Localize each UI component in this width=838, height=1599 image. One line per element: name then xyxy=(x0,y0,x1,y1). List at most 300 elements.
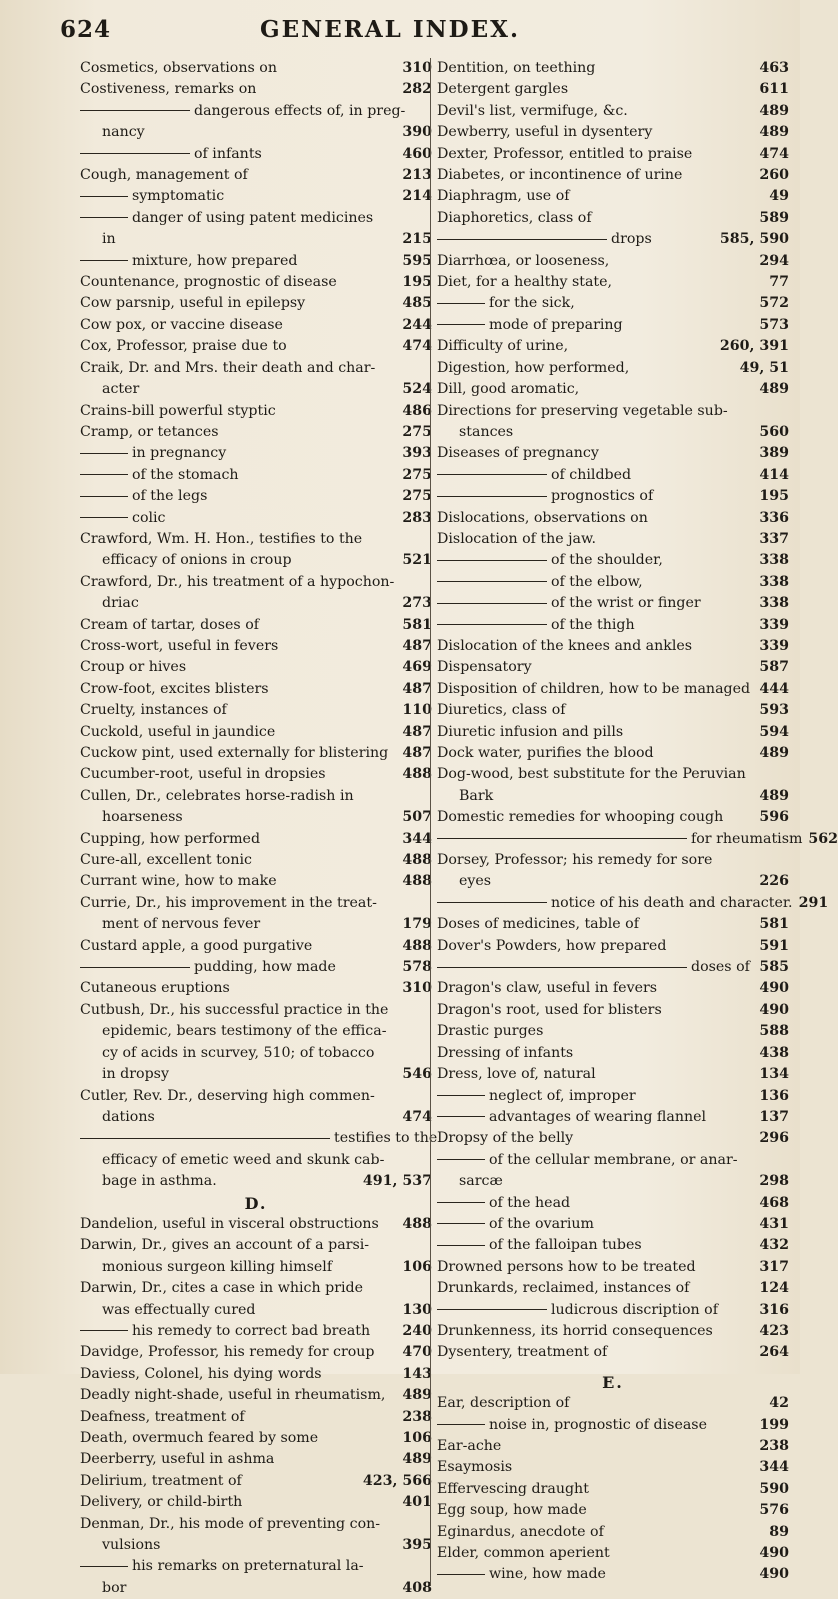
entry-text: Diseases of pregnancy xyxy=(437,445,599,462)
ditto-dash xyxy=(437,1095,485,1096)
entry-text: Darwin, Dr., gives an account of a parsi- xyxy=(80,1237,370,1254)
page-ref: 463 xyxy=(759,60,789,76)
entry-text: epidemic, bears testimony of the effica- xyxy=(102,1023,387,1040)
entry-text: Cucumber-root, useful in dropsies xyxy=(80,766,326,783)
entry-text: Dislocation of the jaw. xyxy=(437,530,596,547)
index-subentry xyxy=(437,593,789,614)
ditto-dash xyxy=(437,603,547,604)
page-ref: 585 xyxy=(759,959,789,976)
index-entry xyxy=(437,529,789,550)
entry-text: Digestion, how performed, xyxy=(437,359,630,376)
index-subentry xyxy=(437,1193,789,1214)
index-entry-continuation xyxy=(80,1171,432,1192)
index-entry-continuation xyxy=(80,1578,432,1599)
entry-text: Ear, description of xyxy=(437,1395,570,1412)
entry-text: Eginardus, anecdote of xyxy=(437,1523,604,1540)
page-ref: 310 xyxy=(402,980,432,997)
index-entry xyxy=(80,315,432,336)
page-ref: 560 xyxy=(759,423,789,440)
page-ref: 487 xyxy=(402,637,432,654)
page-ref: 298 xyxy=(759,1173,789,1190)
entry-text: Cross-wort, useful in fevers xyxy=(80,637,279,654)
index-entry-continuation xyxy=(437,786,789,807)
index-entry xyxy=(437,58,789,79)
index-entry xyxy=(437,1342,789,1363)
page-ref: 294 xyxy=(759,252,789,269)
entry-text: in pregnancy xyxy=(132,445,227,462)
page-ref: 240 xyxy=(402,1322,432,1339)
entry-text: Dysentery, treatment of xyxy=(437,1344,608,1361)
page-ref: 238 xyxy=(402,1408,432,1425)
page-ref: 489 xyxy=(759,102,789,119)
page-ref: 460 xyxy=(402,145,432,162)
index-entry xyxy=(437,79,789,100)
entry-text: Difficulty of urine, xyxy=(437,338,569,355)
page-ref: 489 xyxy=(402,1387,432,1404)
page-ref: 585, 590 xyxy=(719,231,789,248)
entry-text: Dorsey, Professor; his remedy for sore xyxy=(437,852,713,869)
page-ref: 338 xyxy=(759,573,789,590)
ditto-dash xyxy=(80,496,128,497)
index-entry xyxy=(80,700,432,721)
entry-text: dangerous effects of, in preg- xyxy=(194,102,406,119)
entry-text: for rheumatism xyxy=(691,830,803,847)
entry-text: Diet, for a healthy state, xyxy=(437,274,613,291)
index-subentry xyxy=(437,486,789,507)
index-entry xyxy=(437,764,789,785)
index-subentry xyxy=(80,465,432,486)
page-ref: 488 xyxy=(402,766,432,783)
entry-text: Crow-foot, excites blisters xyxy=(80,680,269,697)
index-entry-continuation xyxy=(80,229,432,250)
entry-text: mixture, how prepared xyxy=(132,252,298,269)
page-ref: 470 xyxy=(402,1344,432,1361)
page-ref: 611 xyxy=(759,81,789,98)
ditto-dash xyxy=(437,1424,485,1425)
entry-text: Costiveness, remarks on xyxy=(80,81,257,98)
ditto-dash xyxy=(437,303,485,304)
section-spacer xyxy=(437,1364,789,1372)
page-ref: 338 xyxy=(759,595,789,612)
page-ref: 486 xyxy=(402,402,432,419)
index-subentry xyxy=(80,144,432,165)
page-ref: 487 xyxy=(402,745,432,761)
ditto-dash xyxy=(437,560,547,561)
entry-text: Death, overmuch feared by some xyxy=(80,1430,319,1446)
index-entry xyxy=(437,1321,789,1342)
entry-text: Diaphoretics, class of xyxy=(437,209,592,226)
entry-text: Davidge, Professor, his remedy for croup xyxy=(80,1344,375,1361)
index-entry xyxy=(80,336,432,357)
page-ref: 474 xyxy=(759,145,789,162)
page-ref: 260, 391 xyxy=(719,338,789,355)
entry-text: bage in asthma. xyxy=(102,1173,217,1190)
entry-text: Dislocations, observations on xyxy=(437,509,648,526)
page-ref: 489 xyxy=(759,745,789,761)
page-ref: 291 xyxy=(798,894,829,911)
page-ref: 488 xyxy=(402,937,432,954)
index-entry xyxy=(80,1514,432,1535)
page-ref: 573 xyxy=(759,316,789,333)
page-ref: 581 xyxy=(402,616,432,633)
entry-text: Dragon's root, used for blisters xyxy=(437,1001,662,1018)
index-entry xyxy=(80,679,432,700)
entry-text: Cupping, how performed xyxy=(80,830,261,847)
ditto-dash xyxy=(80,474,128,475)
entry-text: Cosmetics, observations on xyxy=(80,60,277,76)
index-subentry xyxy=(80,957,432,978)
entry-text: of the shoulder, xyxy=(551,552,663,569)
entry-text: efficacy of onions in croup xyxy=(102,552,292,569)
index-entry xyxy=(80,893,432,914)
page-ref: 488 xyxy=(402,873,432,890)
index-subentry xyxy=(80,443,432,464)
page-ref: 199 xyxy=(759,1416,789,1433)
index-entry xyxy=(80,722,432,743)
ditto-dash xyxy=(437,581,547,582)
entry-text: hoarseness xyxy=(102,809,183,826)
page-ref: 587 xyxy=(759,659,789,676)
entry-text: mode of preparing xyxy=(489,316,623,333)
page-ref: 310 xyxy=(402,60,432,76)
entry-text: ludicrous discription of xyxy=(551,1301,718,1318)
index-subentry xyxy=(437,229,789,250)
entry-text: testifies to the xyxy=(334,1130,438,1147)
ditto-dash xyxy=(80,217,128,218)
entry-text: Cure-all, excellent tonic xyxy=(80,852,252,869)
ditto-dash xyxy=(437,324,485,325)
entry-text: Dress, love of, natural xyxy=(437,1066,596,1083)
entry-text: of the cellular membrane, or anar- xyxy=(489,1151,738,1168)
index-entry xyxy=(80,58,432,79)
index-entry xyxy=(437,272,789,293)
page-ref: 214 xyxy=(402,188,432,205)
page-ref: 490 xyxy=(759,1001,789,1018)
index-entry xyxy=(437,700,789,721)
index-entry-continuation xyxy=(80,1021,432,1042)
page-ref: 136 xyxy=(759,1087,789,1104)
entry-text: of the stomach xyxy=(132,466,239,483)
page-ref: 468 xyxy=(759,1194,789,1211)
index-subentry xyxy=(437,572,789,593)
page-ref: 595 xyxy=(402,252,432,269)
entry-text: wine, how made xyxy=(489,1566,606,1583)
ditto-dash xyxy=(437,474,547,475)
entry-text: eyes xyxy=(459,873,492,890)
index-subentry xyxy=(437,1235,789,1256)
page-ref: 490 xyxy=(759,1566,789,1583)
entry-text: Cuckow pint, used externally for blistering xyxy=(80,745,389,761)
page-ref: 106 xyxy=(402,1258,432,1275)
index-entry xyxy=(437,1522,789,1543)
index-subentry xyxy=(80,186,432,207)
ditto-dash xyxy=(437,239,607,240)
entry-text: Cox, Professor, praise due to xyxy=(80,338,287,355)
page-ref: 393 xyxy=(402,445,432,462)
page-ref: 316 xyxy=(759,1301,789,1318)
entry-text: of the falloipan tubes xyxy=(489,1237,642,1254)
entry-text: symptomatic xyxy=(132,188,225,205)
entry-text: Drowned persons how to be treated xyxy=(437,1258,696,1275)
page-ref: 195 xyxy=(402,274,432,291)
index-entry xyxy=(80,850,432,871)
entry-text: Drunkenness, its horrid consequences xyxy=(437,1322,713,1339)
entry-text: of the elbow, xyxy=(551,573,643,590)
entry-text: Dispensatory xyxy=(437,659,532,676)
entry-text: Currant wine, how to make xyxy=(80,873,277,890)
index-entry xyxy=(80,1407,432,1428)
page-ref: 264 xyxy=(759,1344,789,1361)
index-entry-continuation xyxy=(80,1535,432,1556)
index-subentry xyxy=(437,1415,789,1436)
section-letter-heading xyxy=(80,1193,432,1214)
ditto-dash xyxy=(437,1202,485,1203)
page-ref: 110 xyxy=(402,702,432,719)
entry-text: Dexter, Professor, entitled to praise xyxy=(437,145,693,162)
index-entry xyxy=(80,786,432,807)
index-entry xyxy=(80,1364,432,1385)
index-entry xyxy=(437,508,789,529)
entry-text: in dropsy xyxy=(102,1066,169,1083)
index-entry xyxy=(437,807,789,828)
section-letter-heading xyxy=(437,1372,789,1393)
entry-text: Delirium, treatment of xyxy=(80,1472,242,1489)
entry-text: in xyxy=(102,231,116,248)
entry-text: Diuretics, class of xyxy=(437,702,566,719)
page-ref: 489 xyxy=(402,1451,432,1468)
index-entry xyxy=(437,1064,789,1085)
entry-text: ment of nervous fever xyxy=(102,916,261,933)
entry-text: of the thigh xyxy=(551,616,635,633)
index-subentry xyxy=(437,1214,789,1235)
entry-text: Custard apple, a good purgative xyxy=(80,937,313,954)
ditto-dash xyxy=(80,453,128,454)
page-ref: 106 xyxy=(402,1430,432,1446)
index-entry-continuation xyxy=(80,550,432,571)
page-ref: 469 xyxy=(402,659,432,676)
index-entry xyxy=(80,293,432,314)
index-entry xyxy=(80,1000,432,1021)
entry-text: Detergent gargles xyxy=(437,81,569,98)
index-entry xyxy=(80,401,432,422)
index-subentry xyxy=(437,1150,789,1171)
index-subentry xyxy=(437,829,838,850)
index-entry xyxy=(437,1436,789,1457)
page-ref: 143 xyxy=(402,1365,432,1382)
index-entry xyxy=(80,1449,432,1470)
index-entry xyxy=(80,422,432,443)
entry-text: Cramp, or tetances xyxy=(80,423,219,440)
index-entry xyxy=(437,165,789,186)
entry-text: Darwin, Dr., cites a case in which pride xyxy=(80,1280,363,1297)
index-entry-continuation xyxy=(80,593,432,614)
index-entry xyxy=(80,978,432,999)
page-ref: 238 xyxy=(759,1438,789,1454)
page-ref: 488 xyxy=(402,1215,432,1232)
index-entry xyxy=(80,764,432,785)
entry-text: for the sick, xyxy=(489,295,575,312)
index-entry xyxy=(437,1021,789,1042)
page-ref: 485 xyxy=(402,295,432,312)
entry-text: prognostics of xyxy=(551,488,654,505)
entry-text: acter xyxy=(102,381,140,398)
page-ref: 215 xyxy=(402,231,432,248)
entry-text: Cuckold, useful in jaundice xyxy=(80,723,276,740)
page-ref: 213 xyxy=(402,167,432,184)
index-entry xyxy=(80,1235,432,1256)
index-entry-continuation xyxy=(80,807,432,828)
index-subentry xyxy=(80,208,432,229)
entry-text: Domestic remedies for whooping cough xyxy=(437,809,724,826)
ditto-dash xyxy=(437,902,547,903)
ditto-dash xyxy=(437,1159,485,1160)
page-ref: 395 xyxy=(402,1537,432,1554)
entry-text: Cutbush, Dr., his successful practice in the xyxy=(80,1001,389,1018)
index-entry xyxy=(437,1500,789,1521)
index-entry xyxy=(80,1214,432,1235)
index-subentry xyxy=(80,1556,432,1577)
entry-text: Deafness, treatment of xyxy=(80,1408,245,1425)
index-entry xyxy=(80,1385,432,1406)
index-subentry xyxy=(437,893,829,914)
index-entry-continuation xyxy=(80,1300,432,1321)
page-ref: 390 xyxy=(402,124,432,141)
page-ref: 572 xyxy=(759,295,789,312)
page-ref: 488 xyxy=(402,852,432,869)
entry-text: Cutler, Rev. Dr., deserving high commen- xyxy=(80,1087,375,1104)
index-entry-continuation xyxy=(80,1064,432,1085)
entry-text: Crawford, Wm. H. Hon., testifies to the xyxy=(80,530,363,547)
index-entry xyxy=(437,722,789,743)
index-entry xyxy=(80,829,432,850)
page-ref: 423, 566 xyxy=(362,1472,432,1489)
entry-text: of the head xyxy=(489,1194,571,1211)
entry-text: notice of his death and character. xyxy=(551,894,793,911)
index-entry xyxy=(437,743,789,764)
entry-text: Esaymosis xyxy=(437,1459,513,1476)
index-entry xyxy=(437,443,789,464)
index-entry xyxy=(437,1128,789,1149)
page-ref: 344 xyxy=(759,1459,789,1476)
ditto-dash xyxy=(80,517,128,518)
page-ref: 578 xyxy=(402,959,432,976)
entry-text: efficacy of emetic weed and skunk cab- xyxy=(102,1151,385,1168)
entry-text: Dock water, purifies the blood xyxy=(437,745,654,761)
page-ref: 339 xyxy=(759,616,789,633)
page-ref: 432 xyxy=(759,1237,789,1254)
entry-text: stances xyxy=(459,423,514,440)
entry-text: Dill, good aromatic, xyxy=(437,381,580,398)
index-subentry xyxy=(80,251,432,272)
index-entry xyxy=(80,79,432,100)
ditto-dash xyxy=(80,1138,330,1139)
index-entry xyxy=(80,572,432,593)
page-ref: 423 xyxy=(759,1322,789,1339)
page-ref: 562 xyxy=(808,830,838,847)
entry-text: of infants xyxy=(194,145,262,162)
page-ref: 338 xyxy=(759,552,789,569)
index-entry xyxy=(437,978,789,999)
page-ref: 282 xyxy=(402,81,432,98)
index-entry-continuation xyxy=(80,379,432,400)
entry-text: Elder, common aperient xyxy=(437,1545,610,1562)
index-entry xyxy=(80,936,432,957)
index-entry xyxy=(437,914,789,935)
entry-text: Doses of medicines, table of xyxy=(437,916,639,933)
entry-text: Deadly night-shade, useful in rheumatism, xyxy=(80,1387,386,1404)
entry-text: Devil's list, vermifuge, &c. xyxy=(437,102,628,119)
index-entry xyxy=(437,850,789,871)
page-ref: 590 xyxy=(759,1480,789,1497)
index-entry xyxy=(80,1278,432,1299)
entry-text: vulsions xyxy=(102,1537,161,1554)
entry-text: Delivery, or child-birth xyxy=(80,1494,243,1511)
page-ref: 317 xyxy=(759,1258,789,1275)
ditto-dash xyxy=(80,967,190,968)
page-ref: 438 xyxy=(759,1044,789,1061)
index-entry xyxy=(437,186,789,207)
page-ref: 489 xyxy=(759,787,789,804)
index-entry xyxy=(80,272,432,293)
page-ref: 521 xyxy=(402,552,432,569)
entry-text: his remarks on preternatural la- xyxy=(132,1558,364,1575)
index-subentry xyxy=(437,1107,789,1128)
index-entry xyxy=(80,615,432,636)
page-ref: 596 xyxy=(759,809,789,826)
entry-text: Diarrhœa, or looseness, xyxy=(437,252,610,269)
section-letter: D. xyxy=(244,1193,268,1213)
index-entry xyxy=(437,679,789,700)
entry-text: Cow pox, or vaccine disease xyxy=(80,316,283,333)
index-subentry xyxy=(437,293,789,314)
index-entry xyxy=(80,1342,432,1363)
entry-text: Drastic purges xyxy=(437,1023,544,1040)
entry-text: Croup or hives xyxy=(80,659,187,676)
index-entry-continuation xyxy=(80,1043,432,1064)
page-ref: 226 xyxy=(759,873,789,890)
index-entry xyxy=(80,165,432,186)
page-ref: 283 xyxy=(402,509,432,526)
page-ref: 487 xyxy=(402,680,432,697)
page-ref: 489 xyxy=(759,381,789,398)
page-ref: 589 xyxy=(759,209,789,226)
index-entry xyxy=(437,1457,789,1478)
entry-text: sarcæ xyxy=(459,1173,503,1190)
index-entry-continuation xyxy=(437,422,789,443)
page-ref: 408 xyxy=(402,1579,432,1596)
entry-text: noise in, prognostic of disease xyxy=(489,1416,707,1433)
page-ref: 444 xyxy=(759,680,789,697)
index-entry xyxy=(437,122,789,143)
index-entry xyxy=(437,1393,789,1414)
page-ref: 273 xyxy=(402,595,432,612)
page-ref: 576 xyxy=(759,1502,789,1519)
page-ref: 474 xyxy=(402,1108,432,1125)
page-ref: 244 xyxy=(402,316,432,333)
page-ref: 474 xyxy=(402,338,432,355)
index-entry-continuation xyxy=(437,1171,789,1192)
entry-text: bor xyxy=(102,1579,127,1596)
index-subentry xyxy=(437,315,789,336)
index-entry xyxy=(80,1471,432,1492)
page-ref: 296 xyxy=(759,1130,789,1147)
section-letter: E. xyxy=(602,1372,624,1392)
ditto-dash xyxy=(437,1245,485,1246)
entry-text: Dropsy of the belly xyxy=(437,1130,574,1147)
index-entry xyxy=(80,636,432,657)
page-ref: 431 xyxy=(759,1215,789,1232)
entry-text: doses of xyxy=(691,959,750,976)
